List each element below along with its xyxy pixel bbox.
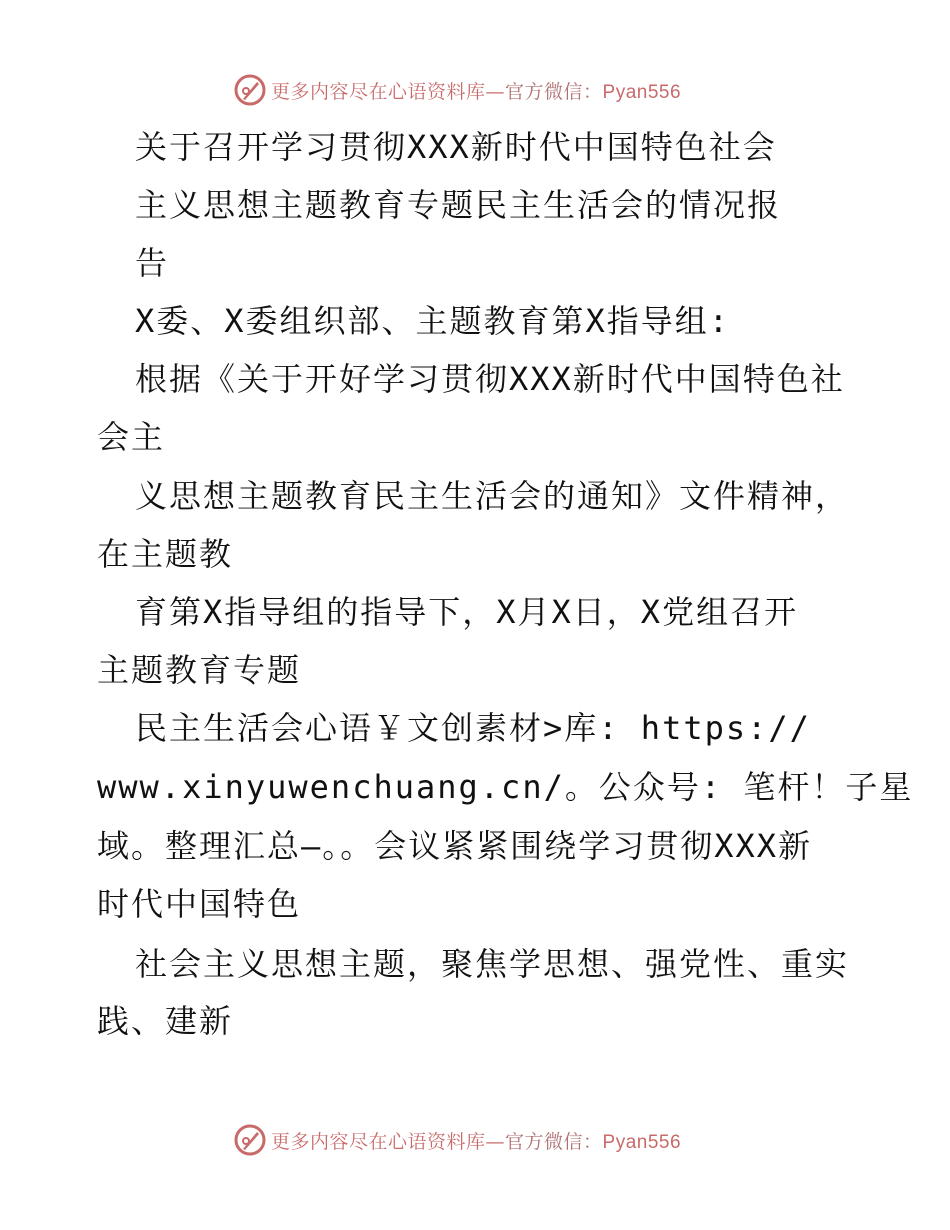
watermark-dash: — [485, 80, 506, 103]
watermark-text [271, 1127, 681, 1154]
doc-line: www.xinyuwenchuang.cn/。公众号: 笔杆！子星 [97, 768, 914, 806]
watermark-wechat-id: Pyan556 [602, 81, 682, 103]
doc-line: 根据《关于开好学习贯彻XXX新时代中国特色社 [135, 360, 845, 398]
footer-watermark [233, 1122, 733, 1158]
doc-line: 主义思想主题教育专题民主生活会的情况报 [135, 186, 782, 224]
doc-line: X委、X委组织部、主题教育第X指导组: [135, 302, 731, 340]
doc-line: 育第X指导组的指导下，X月X日，X党组召开 [135, 593, 799, 631]
doc-line: 关于召开学习贯彻XXX新时代中国特色社会 [135, 128, 777, 166]
doc-line: 域。整理汇总—。。会议紧紧围绕学习贯彻XXX新 [97, 827, 813, 865]
doc-line: 时代中国特色 [97, 885, 302, 923]
watermark-wechat-id: Pyan556 [602, 1131, 682, 1153]
doc-line: 主题教育专题 [97, 651, 302, 689]
doc-line: 践、建新 [97, 1002, 234, 1040]
quill-seal-icon [233, 1123, 267, 1157]
doc-line: 社会主义思想主题，聚焦学思想、强党性、重实 [135, 945, 850, 983]
watermark-dash: — [485, 1130, 506, 1153]
watermark-wechat-label: 官方微信： [505, 80, 603, 103]
doc-line: 民主生活会心语￥文创素材>库: https:// [135, 709, 811, 747]
doc-line: 会主 [97, 418, 166, 456]
doc-line: 义思想主题教育民主生活会的通知》文件精神， [135, 477, 850, 515]
doc-line: 在主题教 [97, 535, 234, 573]
watermark-brand: 更多内容尽在心语资料库 [271, 80, 486, 103]
watermark-brand: 更多内容尽在心语资料库 [271, 1130, 486, 1153]
doc-line: 告 [135, 244, 170, 282]
watermark-wechat-label: 官方微信： [505, 1130, 603, 1153]
